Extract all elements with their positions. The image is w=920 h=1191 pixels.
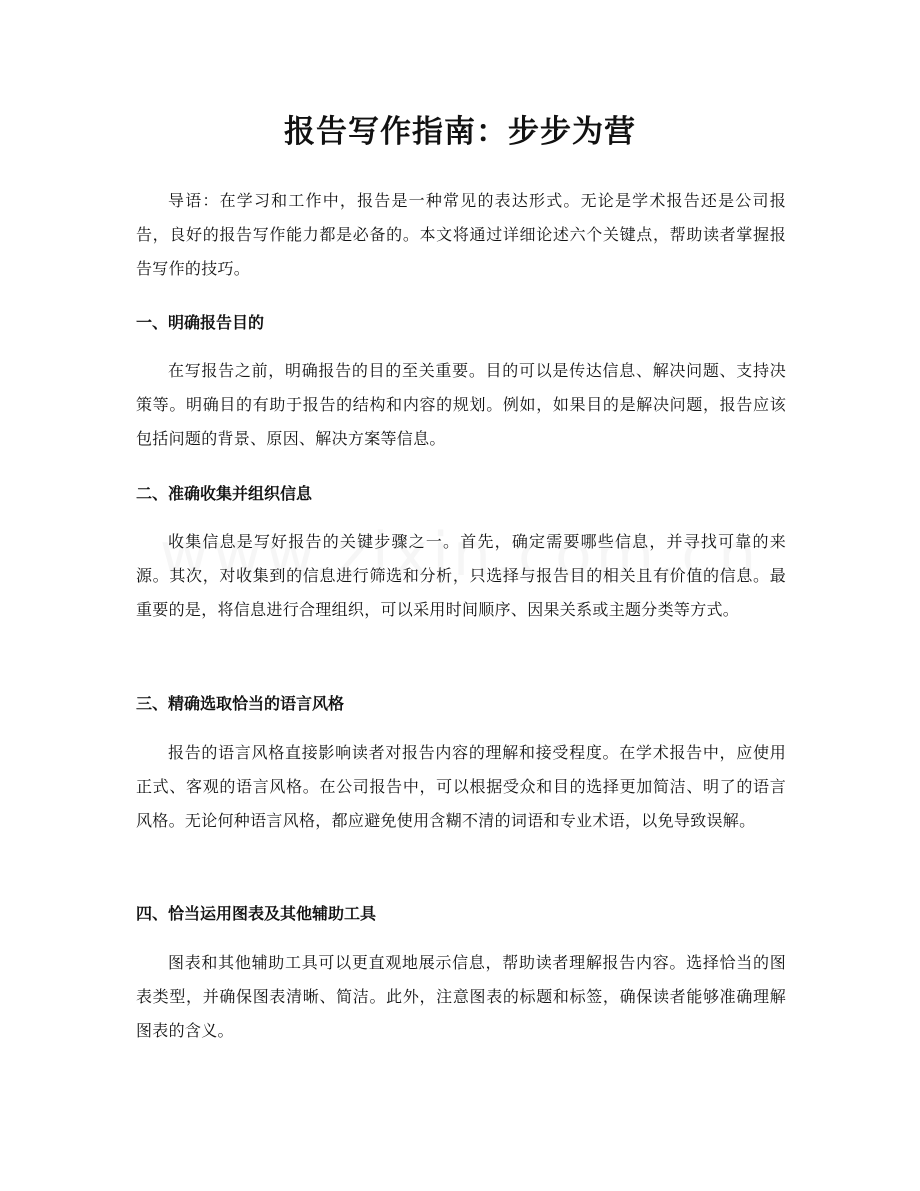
section-2-body: 收集信息是写好报告的关键步骤之一。首先，确定需要哪些信息，并寻找可靠的来源。其次，对收集到的信息进行筛选和分析，只选择与报告目的相关且有价值的信息。最重要的是，将信息进行合理组织，可以采用时间顺序、因果关系或主题分类等方式。	[136, 532, 786, 619]
section-2-heading: 二、准确收集并组织信息	[136, 484, 313, 503]
section-1-body: 在写报告之前，明确报告的目的至关重要。目的可以是传达信息、解决问题、支持决策等。明确目的有助于报告的结构和内容的规划。例如，如果目的是解决问题，报告应该包括问题的背景、原因、解决方案等信息。	[136, 361, 786, 448]
section-1-heading: 一、明确报告目的	[136, 313, 265, 332]
section-3-heading: 三、精确选取恰当的语言风格	[136, 694, 345, 713]
intro-paragraph: 导语：在学习和工作中，报告是一种常见的表达形式。无论是学术报告还是公司报告，良好的报告写作能力都是必备的。本文将通过详细论述六个关键点，帮助读者掌握报告写作的技巧。	[136, 191, 786, 278]
section-4-heading: 四、恰当运用图表及其他辅助工具	[136, 904, 377, 923]
page-title: 报告写作指南：步步为营	[284, 114, 636, 150]
section-4-body: 图表和其他辅助工具可以更直观地展示信息，帮助读者理解报告内容。选择恰当的图表类型，并确保图表清晰、简洁。此外，注意图表的标题和标签，确保读者能够准确理解图表的含义。	[136, 953, 786, 1040]
section-3-body: 报告的语言风格直接影响读者对报告内容的理解和接受程度。在学术报告中，应使用正式、客观的语言风格。在公司报告中，可以根据受众和目的选择更加简洁、明了的语言风格。无论何种语言风格，都应避免使用含糊不清的词语和专业术语，以免导致误解。	[136, 743, 786, 830]
